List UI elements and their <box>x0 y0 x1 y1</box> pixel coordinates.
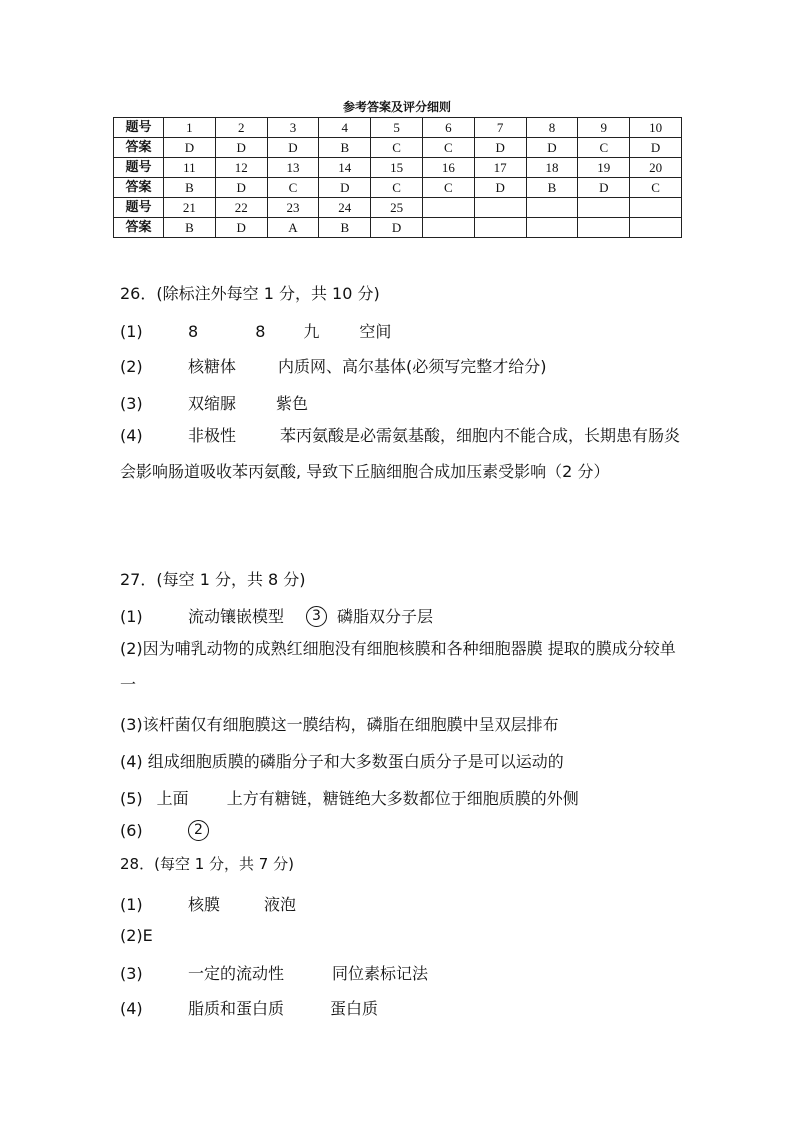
answer: 核膜 <box>188 895 221 914</box>
table-cell: 25 <box>371 198 423 218</box>
table-cell: D <box>578 178 630 198</box>
answer: 脂质和蛋白质 <box>188 999 285 1018</box>
table-cell: 17 <box>474 158 526 178</box>
q27-part3: (3)该杆菌仅有细胞膜这一膜结构，磷脂在细胞膜中呈双层排布 <box>120 715 559 734</box>
table-cell <box>422 198 474 218</box>
table-cell <box>526 198 578 218</box>
table-cell: 16 <box>422 158 474 178</box>
table-cell: D <box>215 138 267 158</box>
row-header: 答案 <box>114 218 164 238</box>
q26-part1 <box>120 319 391 342</box>
answer: 8 <box>255 322 266 341</box>
answer: 非极性 <box>188 426 237 445</box>
table-cell: 13 <box>267 158 319 178</box>
table-cell: 9 <box>578 118 630 138</box>
part-number: (2) <box>120 357 143 376</box>
part-number: (1) <box>120 322 143 341</box>
table-cell: 19 <box>578 158 630 178</box>
table-cell: 6 <box>422 118 474 138</box>
answer: 核糖体 <box>188 357 237 376</box>
q28-part4 <box>120 996 378 1019</box>
table-row-question-numbers <box>114 118 682 138</box>
answer: 蛋白质 <box>330 999 379 1018</box>
table-cell <box>578 218 630 238</box>
table-cell: D <box>164 138 216 158</box>
answer: 上方有糖链，糖链绝大多数都位于细胞质膜的外侧 <box>226 789 579 808</box>
q28-part3 <box>120 961 428 984</box>
table-cell: C <box>422 138 474 158</box>
table-row-question-numbers <box>114 198 682 218</box>
table-cell: C <box>267 178 319 198</box>
table-cell: B <box>164 178 216 198</box>
answer: 液泡 <box>264 895 297 914</box>
table-cell: 23 <box>267 198 319 218</box>
answer: 上面 <box>156 789 189 808</box>
answer: 磷脂双分子层 <box>337 607 434 626</box>
part-number: (4) <box>120 426 143 445</box>
table-cell: C <box>371 138 423 158</box>
table-cell: A <box>267 218 319 238</box>
circled-number: 2 <box>188 820 209 841</box>
answer: 一定的流动性 <box>188 964 285 983</box>
q28-part2: (2)E <box>120 926 153 945</box>
circled-number: 3 <box>306 606 327 627</box>
row-header: 题号 <box>114 118 164 138</box>
table-cell: 18 <box>526 158 578 178</box>
table-cell: 14 <box>319 158 371 178</box>
table-cell: 15 <box>371 158 423 178</box>
table-cell <box>630 198 682 218</box>
row-header: 题号 <box>114 198 164 218</box>
answer: 8 <box>188 322 199 341</box>
table-cell <box>526 218 578 238</box>
answer: 双缩脲 <box>188 394 237 413</box>
table-cell: D <box>215 178 267 198</box>
table-cell: 11 <box>164 158 216 178</box>
table-cell: 10 <box>630 118 682 138</box>
q26-part3 <box>120 391 308 414</box>
table-cell: D <box>474 178 526 198</box>
q27-part2: (2)因为哺乳动物的成熟红细胞没有细胞核膜和各种细胞器膜 提取的膜成分较单一 <box>120 639 676 694</box>
table-cell: D <box>474 138 526 158</box>
table-cell: D <box>215 218 267 238</box>
table-cell: D <box>630 138 682 158</box>
table-cell: 7 <box>474 118 526 138</box>
table-cell <box>578 198 630 218</box>
row-header: 题号 <box>114 158 164 178</box>
answer: 流动镶嵌模型 <box>188 607 285 626</box>
table-row-answers <box>114 138 682 158</box>
q27-part4: (4) 组成细胞质膜的磷脂分子和大多数蛋白质分子是可以运动的 <box>120 752 564 771</box>
table-cell <box>474 218 526 238</box>
table-cell: B <box>164 218 216 238</box>
row-header: 答案 <box>114 138 164 158</box>
table-cell: C <box>371 178 423 198</box>
table-cell: B <box>526 178 578 198</box>
table-cell <box>630 218 682 238</box>
answer-table <box>113 117 682 238</box>
answer: 内质网、高尔基体(必须写完整才给分) <box>278 357 547 376</box>
part-number: (3) <box>120 394 143 413</box>
part-number: (5) <box>120 789 143 808</box>
table-cell: 21 <box>164 198 216 218</box>
q27-part1 <box>120 604 433 627</box>
table-cell: 5 <box>371 118 423 138</box>
q27-header: 27．(每空 1 分，共 8 分) <box>120 570 306 589</box>
table-cell: 1 <box>164 118 216 138</box>
part-number: (1) <box>120 895 143 914</box>
table-row-answers <box>114 218 682 238</box>
table-row-answers <box>114 178 682 198</box>
table-cell: D <box>319 178 371 198</box>
answer: 九 <box>303 322 320 341</box>
table-cell <box>422 218 474 238</box>
table-cell: D <box>526 138 578 158</box>
q26-part2 <box>120 354 547 377</box>
table-cell: D <box>371 218 423 238</box>
table-cell: C <box>578 138 630 158</box>
part-number: (4) <box>120 999 143 1018</box>
part-number: (3) <box>120 964 143 983</box>
q27-part6 <box>120 821 209 841</box>
table-cell: D <box>267 138 319 158</box>
q26-part4 <box>120 418 690 490</box>
answer: 同位素标记法 <box>332 964 429 983</box>
part-number: (6) <box>120 821 143 840</box>
page-title: 参考答案及评分细则 <box>342 100 451 114</box>
table-row-question-numbers <box>114 158 682 178</box>
q28-part1 <box>120 892 296 915</box>
table-cell: 8 <box>526 118 578 138</box>
table-cell: B <box>319 138 371 158</box>
table-cell: 4 <box>319 118 371 138</box>
row-header: 答案 <box>114 178 164 198</box>
table-cell: 2 <box>215 118 267 138</box>
table-cell: C <box>630 178 682 198</box>
table-cell: C <box>422 178 474 198</box>
answer: 空间 <box>359 322 392 341</box>
table-cell: 24 <box>319 198 371 218</box>
table-cell: 3 <box>267 118 319 138</box>
table-cell: 22 <box>215 198 267 218</box>
answer: 紫色 <box>276 394 309 413</box>
q26-header: 26．(除标注外每空 1 分，共 10 分) <box>120 284 380 303</box>
q27-part5 <box>120 786 579 809</box>
table-cell <box>474 198 526 218</box>
table-cell: 20 <box>630 158 682 178</box>
part-number: (1) <box>120 607 143 626</box>
answer-explanation: 苯丙氨酸是必需氨基酸，细胞内不能合成，长期患有肠炎会影响肠道吸收苯丙氨酸, 导致下丘脑细胞合成加压素受影响（2 分） <box>120 426 681 481</box>
table-cell: 12 <box>215 158 267 178</box>
table-cell: B <box>319 218 371 238</box>
q28-header: 28．(每空 1 分，共 7 分) <box>120 855 294 873</box>
